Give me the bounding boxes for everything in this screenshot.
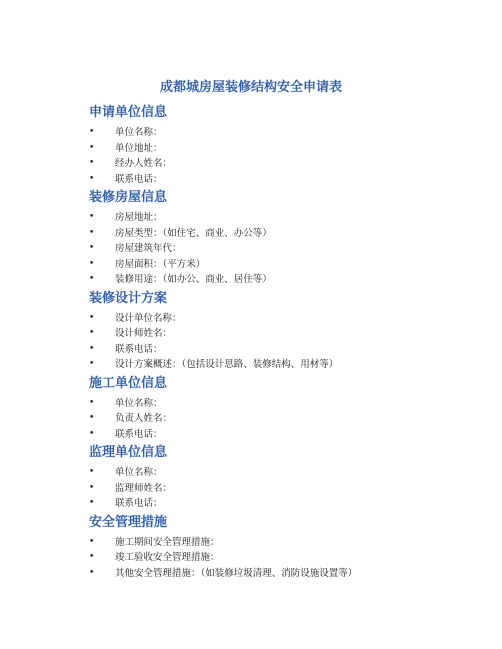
field-item bbox=[89, 311, 489, 327]
section-heading: 监理单位信息 bbox=[89, 445, 168, 460]
field-label: 监理师姓名： bbox=[115, 482, 173, 494]
field-item bbox=[89, 257, 489, 273]
section-heading: 申请单位信息 bbox=[89, 105, 168, 120]
field-label: 装修用途：（如办公、商业、居住等） bbox=[115, 274, 272, 285]
field-item bbox=[89, 210, 489, 226]
bullet-icon: • bbox=[89, 173, 95, 184]
field-item bbox=[89, 156, 489, 172]
field-item bbox=[89, 411, 489, 427]
bullet-icon: • bbox=[89, 274, 95, 284]
bullet-icon: • bbox=[89, 127, 95, 137]
field-label: 其他安全管理措施：（如装修垃圾清理、消防设施设置等） bbox=[115, 567, 358, 579]
section-safety-measures bbox=[89, 514, 489, 582]
field-item bbox=[89, 226, 489, 242]
field-item bbox=[89, 550, 489, 566]
field-label: 设计方案概述：（包括设计思路、装修结构、用材等） bbox=[115, 359, 339, 370]
field-list bbox=[89, 465, 489, 512]
bullet-icon: • bbox=[89, 359, 95, 369]
field-label: 单位名称： bbox=[115, 127, 163, 138]
field-label: 房屋面积：（平方米） bbox=[115, 258, 206, 270]
bullet-icon: • bbox=[89, 428, 95, 439]
field-label: 单位名称： bbox=[115, 397, 163, 409]
field-list bbox=[89, 311, 489, 373]
field-item bbox=[89, 535, 489, 551]
bullet-icon: • bbox=[89, 328, 95, 338]
bullet-icon: • bbox=[89, 552, 95, 562]
bullet-icon: • bbox=[89, 397, 95, 408]
field-label: 单位地址： bbox=[115, 142, 163, 154]
section-house-info bbox=[89, 189, 489, 288]
bullet-icon: • bbox=[89, 467, 95, 477]
field-label: 单位名称： bbox=[115, 467, 163, 478]
field-item bbox=[89, 357, 489, 373]
field-item bbox=[89, 172, 489, 188]
field-list bbox=[89, 210, 489, 288]
document-title: 成都城房屋装修结构安全申请表 bbox=[159, 80, 342, 95]
field-item bbox=[89, 566, 489, 582]
section-construction-unit bbox=[89, 375, 489, 443]
field-list bbox=[89, 535, 489, 582]
field-label: 联系电话： bbox=[115, 498, 163, 509]
field-item bbox=[89, 125, 489, 141]
bullet-icon: • bbox=[89, 498, 95, 508]
bullet-icon: • bbox=[89, 536, 95, 547]
bullet-icon: • bbox=[89, 243, 95, 253]
bullet-icon: • bbox=[89, 158, 95, 168]
field-item bbox=[89, 465, 489, 481]
field-list bbox=[89, 396, 489, 443]
bullet-icon: • bbox=[89, 212, 95, 222]
field-label: 房屋地址： bbox=[115, 212, 163, 223]
field-label: 联系电话： bbox=[115, 343, 163, 355]
section-heading: 装修房屋信息 bbox=[89, 190, 168, 205]
section-applicant-info bbox=[89, 104, 489, 187]
field-list bbox=[89, 125, 489, 187]
field-label: 设计单位名称： bbox=[115, 312, 182, 324]
field-label: 施工期间安全管理措施： bbox=[115, 536, 220, 548]
section-supervision-unit bbox=[89, 444, 489, 512]
field-item bbox=[89, 427, 489, 443]
field-label: 负责人姓名： bbox=[115, 413, 173, 424]
section-heading: 施工单位信息 bbox=[89, 375, 168, 391]
bullet-icon: • bbox=[89, 258, 95, 269]
field-item bbox=[89, 496, 489, 512]
field-item bbox=[89, 342, 489, 358]
field-item bbox=[89, 326, 489, 342]
field-item bbox=[89, 272, 489, 288]
field-label: 竣工验收安全管理措施： bbox=[115, 552, 220, 563]
form-sections bbox=[89, 104, 489, 583]
bullet-icon: • bbox=[89, 567, 95, 578]
field-item bbox=[89, 396, 489, 412]
field-item bbox=[89, 141, 489, 157]
field-label: 经办人姓名： bbox=[115, 158, 173, 169]
section-heading: 安全管理措施 bbox=[89, 514, 168, 530]
section-heading: 装修设计方案 bbox=[89, 290, 168, 306]
bullet-icon: • bbox=[89, 227, 95, 238]
field-item bbox=[89, 241, 489, 257]
field-label: 设计师姓名： bbox=[115, 328, 173, 339]
field-label: 房屋建筑年代： bbox=[115, 243, 182, 254]
field-label: 房屋类型：（如住宅、商业、办公等） bbox=[115, 227, 272, 239]
bullet-icon: • bbox=[89, 413, 95, 423]
bullet-icon: • bbox=[89, 142, 95, 153]
field-label: 联系电话： bbox=[115, 173, 163, 185]
field-item bbox=[89, 481, 489, 497]
section-design-plan bbox=[89, 290, 489, 373]
bullet-icon: • bbox=[89, 312, 95, 323]
bullet-icon: • bbox=[89, 343, 95, 354]
bullet-icon: • bbox=[89, 482, 95, 493]
field-label: 联系电话： bbox=[115, 428, 163, 440]
